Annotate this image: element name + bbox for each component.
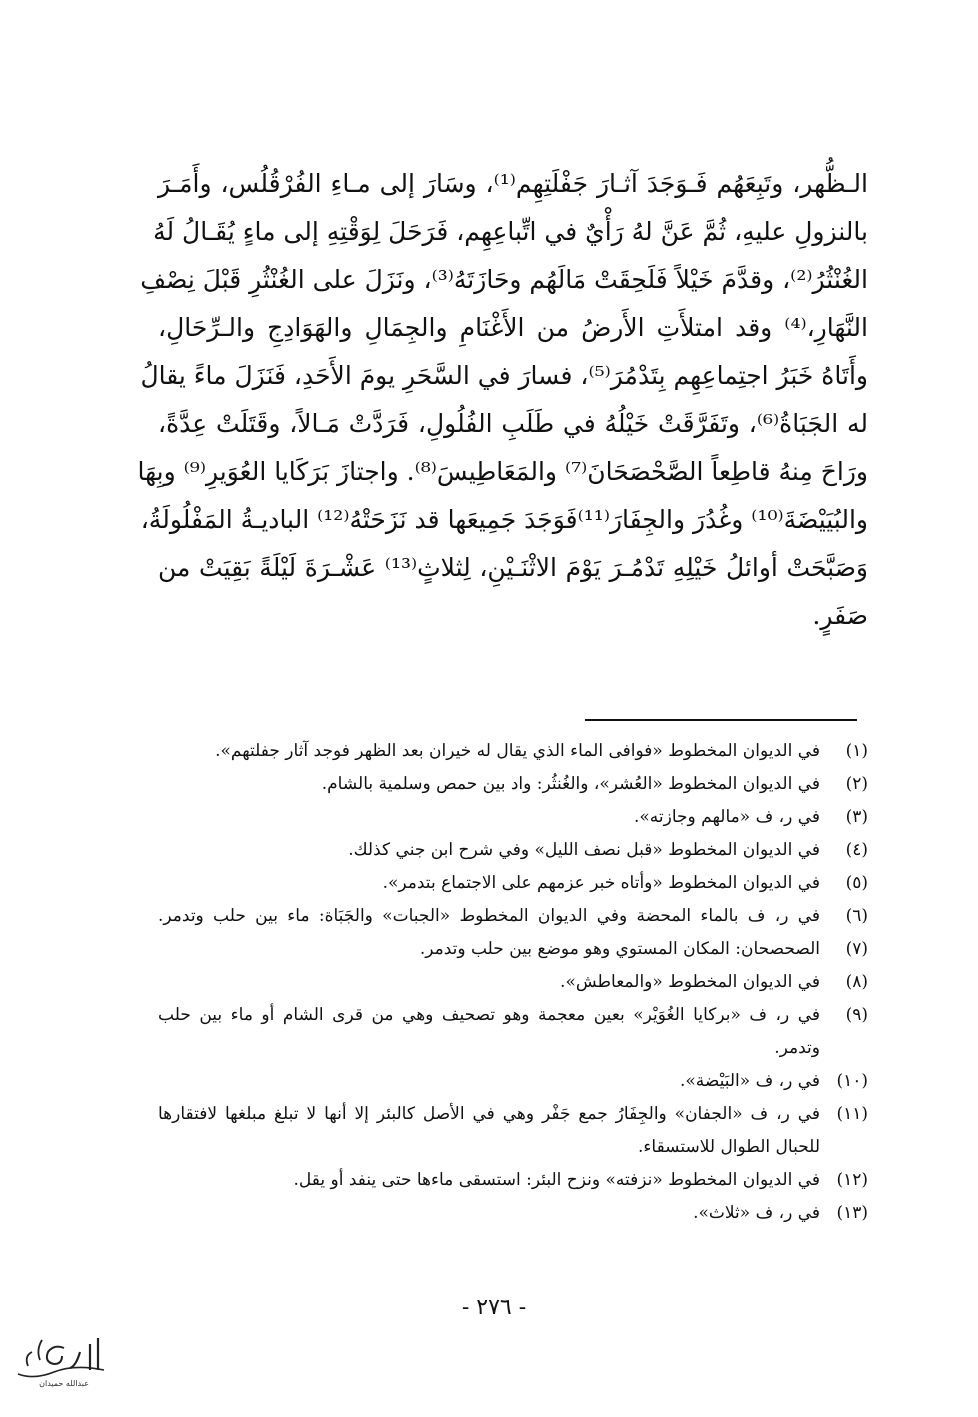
footnote-number: (١٢) — [836, 1170, 868, 1190]
main-text-line: والبُيَيْضَةَ⁽¹⁰⁾ وغُدُرَ والجِفَارَ⁽¹¹⁾فَوَجَدَ جَمِيعَها قد نَزَحَتْهُ⁽¹²⁾ الباديـةُ المَفْلُولَةُ، — [140, 505, 868, 534]
footnote-text: الصحصحان: المكان المستوي وهو موضع بين حلب وتدمر. — [419, 939, 820, 959]
footnote — [158, 834, 868, 867]
footnote — [158, 801, 868, 834]
footnote-text: في الديوان المخطوط «وأتاه خبر عزمهم على الاجتماع بتدمر». — [382, 873, 820, 893]
main-text-line: صَفَرٍ. — [812, 601, 868, 630]
footnote — [158, 966, 868, 999]
footnote — [158, 1197, 868, 1230]
footnote — [158, 999, 868, 1032]
footnotes-section — [158, 735, 868, 1230]
footnote-number: (٣) — [845, 807, 868, 827]
main-text-line: له الجَبَاةُ⁽⁶⁾، وتَفَرَّقَتْ خَيْلُهُ في طَلَبِ الفُلُولِ، فَرَدَّتْ مَـالاً، وقَتَلَتْ عِدَّةً، — [158, 409, 868, 438]
footnote — [158, 900, 868, 933]
main-text-line: وأَتَاهُ خَبَرُ اجتِماعِهِم بِتَدْمُرَ⁽⁵⁾، فسارَ في السَّحَرِ يومَ الأَحَدِ، فَنَزَلَ ماءً يقالُ — [140, 361, 868, 390]
footnote — [158, 1098, 868, 1131]
footnote — [158, 768, 868, 801]
footnote-number: (١٣) — [836, 1203, 868, 1223]
footnote-continuation: للحبال الطوال للاستسقاء. — [638, 1137, 820, 1157]
main-text-line: الـظُّهر، وتَبِعَهُم فَـوَجَدَ آثـارَ جَفْلَتِهِم⁽¹⁾، وسَارَ إلى مـاءِ الفُرْقُلُس، وأَمَـرَ — [158, 169, 868, 198]
footnote-text: في ر، ف بالماء المحضة وفي الديوان المخطوط «الجبات» والجَبَاة: ماء بين حلب وتدمر. — [158, 906, 820, 926]
footnote — [158, 867, 868, 900]
main-text-body — [137, 160, 868, 640]
footnote-text: في الديوان المخطوط «نزفته» ونزح البئر: استسقى ماءها حتى ينفد أو يقل. — [293, 1170, 820, 1190]
footnote-continuation: وتدمر. — [774, 1038, 820, 1058]
footnote-number: (٤) — [845, 840, 868, 860]
footnote — [158, 735, 868, 768]
footnote-text: في ر، ف «الجفان» والجِفَارُ جمع جَفْر وهي في الأصل كالبئر إلا أنها لا تبلغ مبلغها لافتقارها — [158, 1104, 820, 1124]
footnote-text: في الديوان المخطوط «العُشر»، والغُنثُر: واد بين حمص وسلمية بالشام. — [321, 774, 820, 794]
footnote-number: (١٠) — [836, 1071, 868, 1091]
footnote-number: (١١) — [836, 1104, 868, 1124]
main-text-line: وَصَبَّحَتْ أوائلُ خَيْلِهِ تَدْمُـرَ يَوْمَ الاثْنَـيْنِ، لِثلاثٍ⁽¹³⁾ عَشْـرَةَ لَيْلَةً بَقِيَتْ من — [158, 553, 868, 582]
main-text-line: النَّهَارِ،⁽⁴⁾ وقد امتلأَتِ الأَرضُ من الأَغْنَامِ والجِمَالِ والهَوَادِجِ والـرِّحَالِ، — [158, 313, 868, 342]
footnote-text: في الديوان المخطوط «والمعاطش». — [560, 972, 820, 992]
footnote-text: في ر، ف «ثلاث». — [693, 1203, 820, 1223]
main-text-line: الغُنْثُرُ⁽²⁾، وقدَّمَ خَيْلاً فَلَحِقَتْ مَالَهُم وحَازَتَهُ⁽³⁾، ونَزَلَ على الغُنْثُرِ قَبْلَ نِصْفِ — [140, 265, 868, 294]
footnote-text: في الديوان المخطوط «فوافى الماء الذي يقال له خيران بعد الظهر فوجد آثار جفلتهم». — [215, 741, 820, 761]
footnote — [158, 1164, 868, 1197]
footnote-separator — [585, 719, 857, 721]
footnote-number: (٧) — [845, 939, 868, 959]
footnote-number: (٩) — [845, 1005, 868, 1025]
footnote-number: (٢) — [845, 774, 868, 794]
footnote-text: في الديوان المخطوط «قبل نصف الليل» وفي شرح ابن جني كذلك. — [348, 840, 820, 860]
footnote-number: (٨) — [845, 972, 868, 992]
footnote — [158, 933, 868, 966]
footnote-number: (٥) — [845, 873, 868, 893]
main-text-line: بالنزولِ عليهِ، ثُمَّ عَنَّ لهُ رَأْيٌ في اتِّباعِهِم، فَرَحَلَ لِوَقْتِهِ إلى ماءٍ يُقَـالُ لَهُ — [153, 217, 868, 246]
footnote-text: في ر، ف «مالهم وجازته». — [633, 807, 820, 827]
footnote-number: (٦) — [845, 906, 868, 926]
svg-text:عبدالله حميدان: عبدالله حميدان — [39, 1379, 89, 1388]
main-text-line: ورَاحَ مِنهُ قاطِعاً الصَّحْصَحَانَ⁽⁷⁾ والمَعَاطِيسَ⁽⁸⁾. واجتازَ بَرَكَايا العُوَيرِ⁽⁹⁾ وبِهَا — [137, 457, 868, 486]
footnote-number: (١) — [845, 741, 868, 761]
footnote-text: في ر، ف «بركايا الغُوَيْر» بعين معجمة وهو تصحيف وهي من قرى الشام أو ماء بين حلب — [158, 1005, 820, 1025]
footnote-text: في ر، ف «البَيْضة». — [679, 1071, 820, 1091]
page-number: - ٢٧٦ - — [461, 1295, 527, 1320]
footnote — [158, 1065, 868, 1098]
library-stamp-logo — [14, 1330, 110, 1390]
